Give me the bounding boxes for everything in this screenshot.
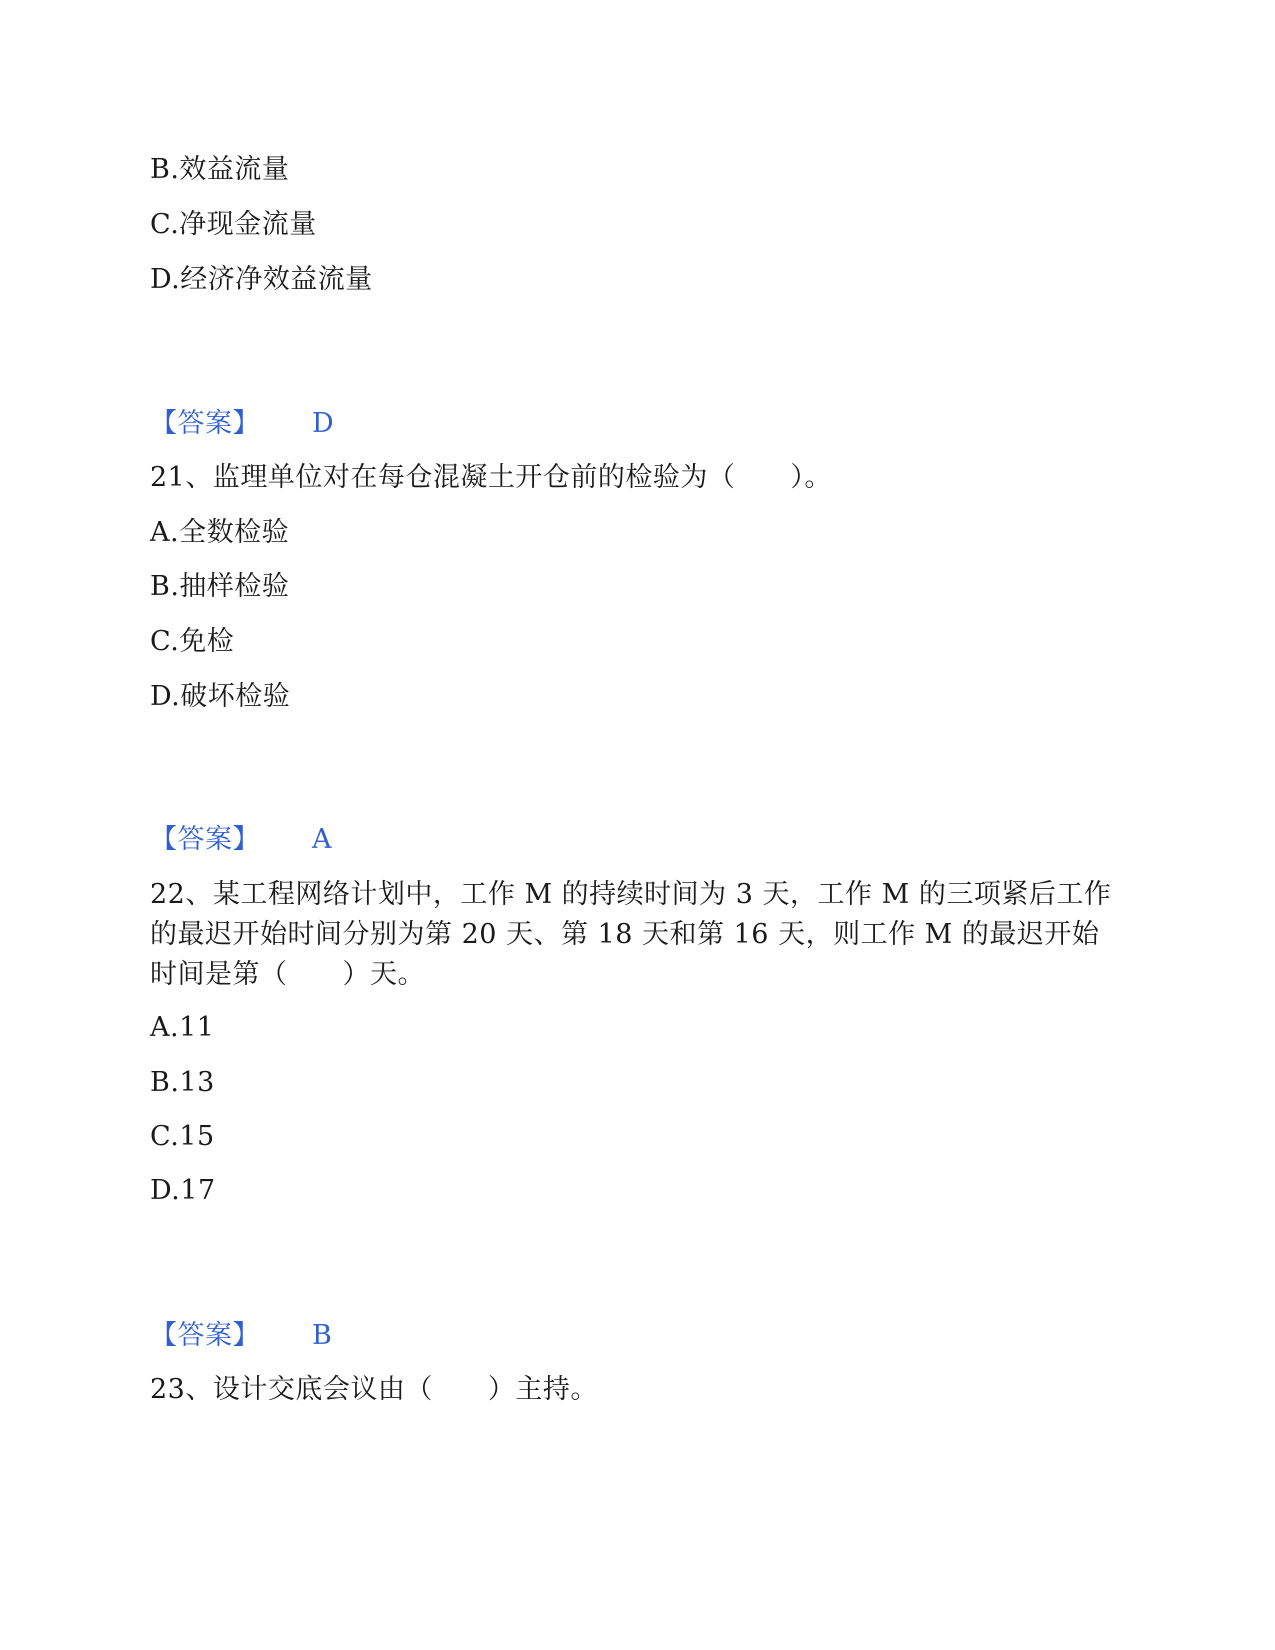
q20-option-b: B.效益流量: [150, 154, 290, 185]
answer-value: B: [312, 1320, 333, 1351]
q23-stem: 23、设计交底会议由（ ）主持。: [150, 1374, 598, 1405]
q20-option-d: D.经济净效益流量: [150, 264, 373, 295]
q22-stem-line-3: 时间是第（ ）天。: [150, 959, 425, 990]
q20-answer: [150, 404, 334, 444]
q22-option-a: A.11: [150, 1012, 215, 1043]
q22-option-c: C.15: [150, 1121, 215, 1152]
q21-option-c: C.免检: [150, 626, 235, 657]
q20-option-c: C.净现金流量: [150, 209, 317, 240]
q22-answer: [150, 1316, 332, 1356]
answer-value: D: [312, 408, 335, 439]
answer-label: 【答案】: [150, 824, 260, 855]
q22-option-b: B.13: [150, 1067, 215, 1098]
q21-stem: 21、监理单位对在每仓混凝土开仓前的检验为（ ）。: [150, 462, 832, 493]
q22-stem-line-2: 的最迟开始时间分别为第 20 天、第 18 天和第 16 天，则工作 M 的最迟开始: [150, 919, 1100, 950]
answer-value: A: [312, 824, 332, 855]
q21-answer: [150, 820, 332, 860]
q21-option-b: B.抽样检验: [150, 571, 290, 602]
q21-option-d: D.破坏检验: [150, 681, 291, 712]
answer-label: 【答案】: [150, 1320, 260, 1351]
q22-stem-line-1: 22、某工程网络计划中，工作 M 的持续时间为 3 天，工作 M 的三项紧后工作: [150, 879, 1112, 910]
q21-option-a: A.全数检验: [150, 517, 290, 548]
q22-option-d: D.17: [150, 1175, 216, 1206]
answer-label: 【答案】: [150, 408, 260, 439]
